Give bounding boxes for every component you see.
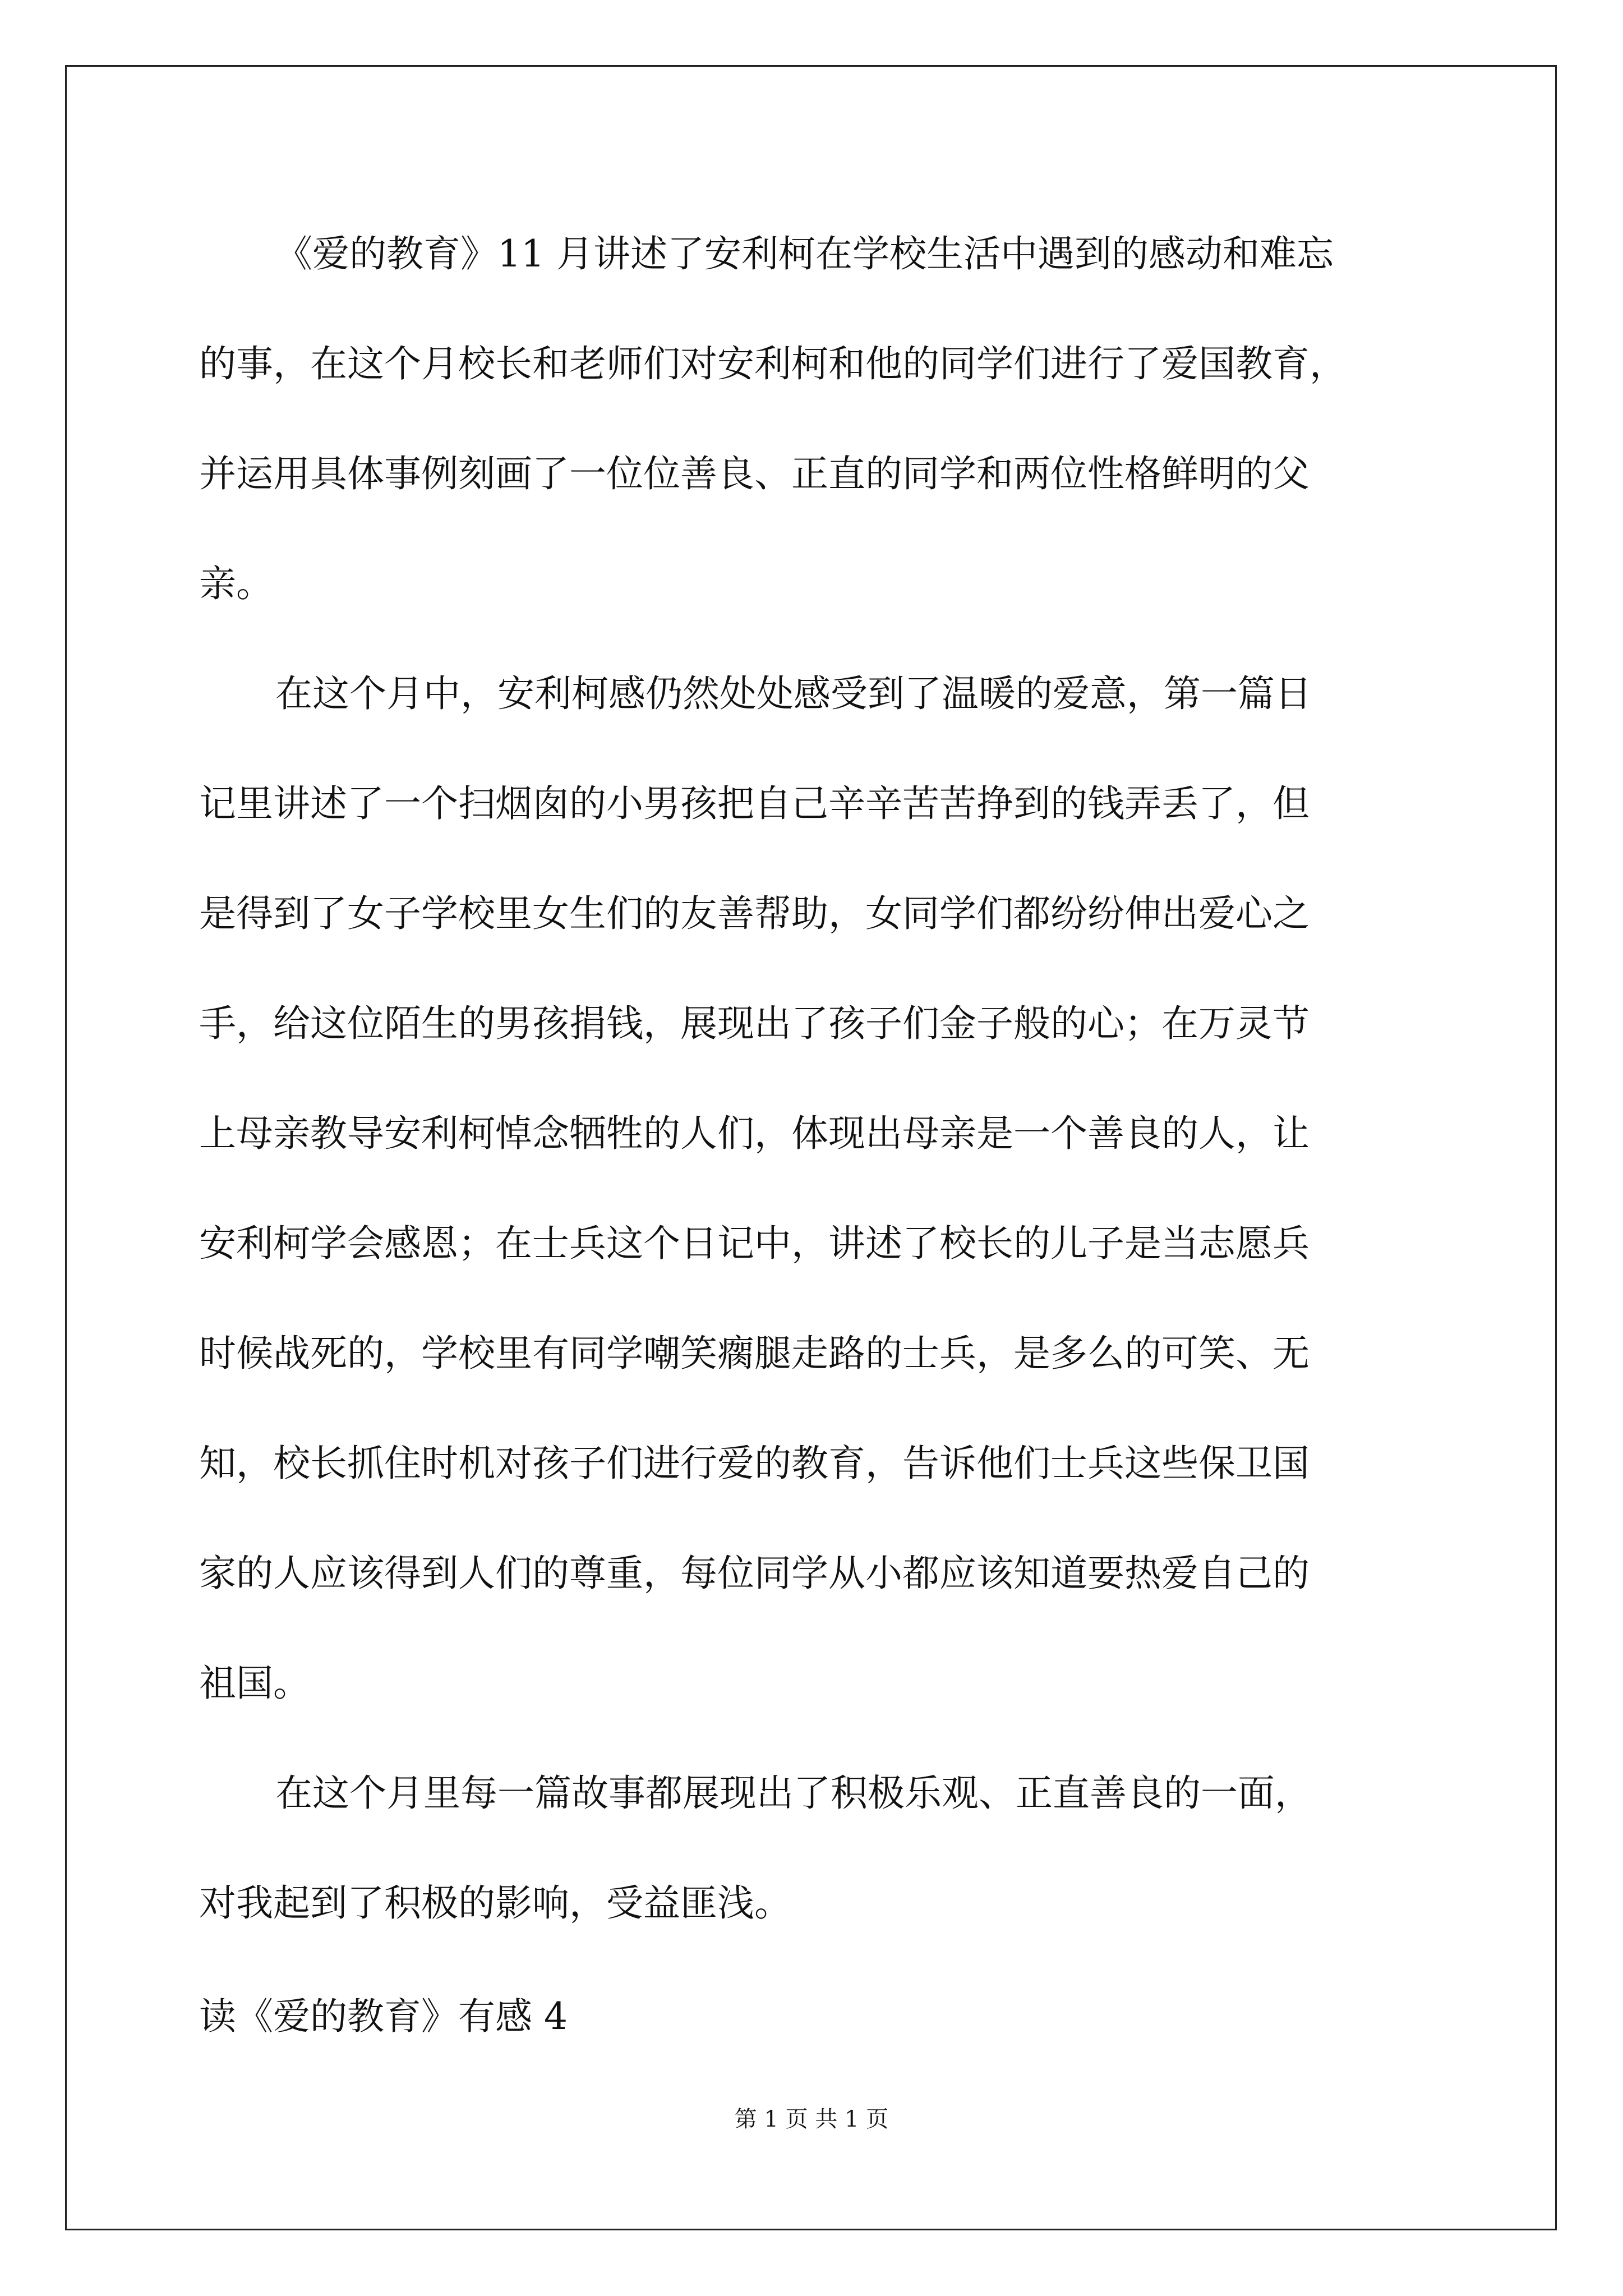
- paragraph-2-line-8: 知，校长抓住时机对孩子们进行爱的教育，告诉他们士兵这些保卫国: [199, 1442, 1310, 1485]
- paragraph-1-line-4: 亲。: [199, 562, 273, 605]
- paragraph-1-line-1: 《爱的教育》11 月讲述了安利柯在学校生活中遇到的感动和难忘: [275, 232, 1334, 275]
- paragraph-2-line-4: 手，给这位陌生的男孩捐钱，展现出了孩子们金子般的心；在万灵节: [199, 1002, 1310, 1045]
- paragraph-2-line-3: 是得到了女子学校里女生们的友善帮助，女同学们都纷纷伸出爱心之: [199, 892, 1310, 935]
- paragraph-2-line-10: 祖国。: [199, 1662, 310, 1705]
- paragraph-3-line-2: 对我起到了积极的影响，受益匪浅。: [199, 1881, 791, 1925]
- section-heading: 读《爱的教育》有感 4: [199, 1995, 568, 2038]
- paragraph-2-line-2: 记里讲述了一个扫烟囱的小男孩把自己辛辛苦苦挣到的钱弄丢了，但: [199, 782, 1310, 825]
- paragraph-1-line-3: 并运用具体事例刻画了一位位善良、正直的同学和两位性格鲜明的父: [199, 452, 1310, 495]
- paragraph-3-line-1: 在这个月里每一篇故事都展现出了积极乐观、正直善良的一面，: [275, 1772, 1312, 1815]
- paragraph-2-line-1: 在这个月中，安利柯感仍然处处感受到了温暖的爱意，第一篇日: [275, 672, 1312, 715]
- paragraph-2-line-6: 安利柯学会感恩；在士兵这个日记中，讲述了校长的儿子是当志愿兵: [199, 1222, 1310, 1265]
- document-body: [199, 199, 1422, 2072]
- paragraph-2-line-5: 上母亲教导安利柯悼念牺牲的人们，体现出母亲是一个善良的人，让: [199, 1112, 1310, 1155]
- paragraph-1-line-2: 的事，在这个月校长和老师们对安利柯和他的同学们进行了爱国教育，: [199, 342, 1347, 385]
- paragraph-2-line-9: 家的人应该得到人们的尊重，每位同学从小都应该知道要热爱自己的: [199, 1552, 1310, 1595]
- paragraph-2-line-7: 时候战死的，学校里有同学嘲笑瘸腿走路的士兵，是多么的可笑、无: [199, 1332, 1310, 1375]
- page-number-footer: 第 1 页 共 1 页: [734, 2106, 889, 2132]
